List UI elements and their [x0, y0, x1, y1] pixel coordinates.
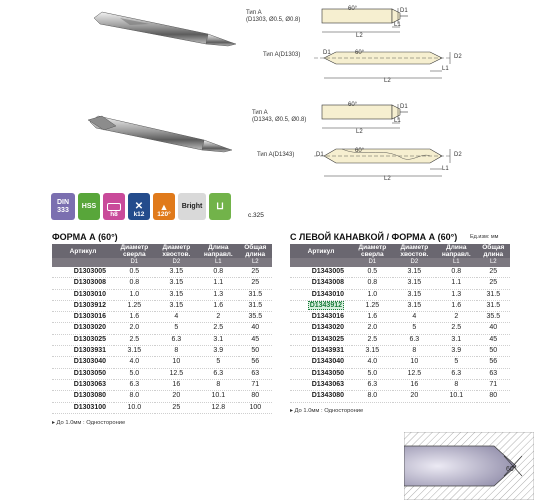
value-cell: 8.0: [114, 391, 155, 402]
value-cell: 2: [436, 312, 477, 323]
article-code[interactable]: D1343912: [309, 301, 342, 309]
h8-label: h8: [110, 211, 118, 218]
article-code: D1343008: [311, 279, 344, 287]
diagram-2-l1: L1: [442, 66, 449, 72]
diagram-1-l1: L1: [394, 22, 401, 28]
article-cell: [290, 289, 352, 300]
diagram-3-drawing: [318, 98, 428, 134]
diagram-1-l2: L2: [356, 33, 363, 39]
table-row: [52, 368, 272, 379]
sym-l1: L1: [436, 258, 477, 267]
value-cell: 5.0: [114, 368, 155, 379]
table-row: [52, 289, 272, 300]
col-shank-diameter: Диаметр хвостов.: [393, 244, 436, 258]
article-code: D1303100: [73, 403, 106, 411]
arrow-icon: ▸: [290, 408, 295, 414]
diagram-2-angle: 60°: [355, 50, 365, 56]
value-cell: 12.5: [393, 368, 436, 379]
point-angle-icon: ▲: [159, 201, 169, 212]
value-cell: 10.1: [436, 391, 477, 402]
col-overall-length: Общая длина: [239, 244, 272, 258]
value-cell: 80: [239, 391, 272, 402]
diagram-1-d1: D1: [400, 8, 408, 14]
article-code: D1303025: [73, 335, 106, 343]
article-code: D1343005: [311, 268, 344, 275]
value-cell: 25: [477, 278, 510, 289]
value-cell: 8: [393, 346, 436, 357]
value-cell: 1.1: [198, 278, 239, 289]
col-drill-diameter: Диаметр сверла: [114, 244, 155, 258]
value-cell: 6.3: [436, 368, 477, 379]
diagram-4-l1: L1: [442, 166, 449, 172]
article-code: D1303063: [73, 380, 106, 388]
value-cell: 10: [393, 357, 436, 368]
value-cell: 0.5: [114, 267, 155, 278]
value-cell: 35.5: [477, 312, 510, 323]
table-row: [52, 312, 272, 323]
article-code: D1303931: [73, 347, 106, 355]
article-code: D1303008: [73, 279, 106, 287]
value-cell: 3.1: [436, 334, 477, 345]
value-cell: 8: [155, 346, 198, 357]
table-row: [290, 323, 510, 334]
article-cell: [290, 379, 352, 390]
value-cell: 1.6: [436, 300, 477, 311]
diagram-2-drawing: [312, 38, 470, 84]
value-cell: 2.5: [436, 323, 477, 334]
table-row: [290, 334, 510, 345]
diagram-2-label: Тип А(D1303): [263, 52, 301, 58]
article-cell: [52, 368, 114, 379]
article-cell: [52, 300, 114, 311]
value-cell: 0.5: [352, 267, 393, 278]
value-cell: 16: [155, 379, 198, 390]
value-cell: 25: [239, 278, 272, 289]
article-cell: [52, 357, 114, 368]
center-hole-icon: ⊔: [216, 200, 224, 212]
diagram-1-label: [246, 10, 300, 24]
diagram-4-angle: 60°: [355, 148, 365, 154]
value-cell: 2.0: [114, 323, 155, 334]
col-article: Артикул: [52, 244, 114, 258]
value-cell: 10: [155, 357, 198, 368]
value-cell: 4.0: [352, 357, 393, 368]
diagram-3-l2: L2: [356, 129, 363, 135]
value-cell: 45: [239, 334, 272, 345]
right-table-title: С ЛЕВОЙ КАНАВКОЙ / ФОРМА А (60°): [290, 232, 458, 242]
sym-d2: D2: [155, 258, 198, 267]
value-cell: 31.5: [239, 300, 272, 311]
table-row: [290, 278, 510, 289]
value-cell: 16: [393, 379, 436, 390]
value-cell: 35.5: [239, 312, 272, 323]
article-cell: [290, 357, 352, 368]
right-footnote-text: До 1.0мм : Одностороние: [294, 408, 364, 414]
table-row: [290, 289, 510, 300]
drill-photo-2: [86, 112, 236, 156]
sym-d2: D2: [393, 258, 436, 267]
value-cell: 45: [477, 334, 510, 345]
table-row: [290, 312, 510, 323]
din-badge: [51, 193, 75, 220]
article-cell: [290, 323, 352, 334]
spec-badges: [51, 193, 231, 225]
countersink-angle: 60°: [506, 466, 517, 473]
drill-tip-icon: ✕: [134, 200, 144, 212]
value-cell: 12.5: [155, 368, 198, 379]
value-cell: 6.3: [155, 334, 198, 345]
value-cell: 25: [155, 402, 198, 413]
article-code: D1343050: [311, 369, 344, 377]
diagram-3-type: Тип А: [252, 110, 268, 116]
sym-l2: L2: [477, 258, 510, 267]
article-code: D1343080: [311, 392, 344, 400]
din-label: DIN 333: [56, 198, 70, 214]
diagram-4-d2: D2: [454, 152, 462, 158]
k12-badge: [128, 193, 150, 220]
diagram-1-angle: 60°: [348, 6, 358, 12]
hss-label: HSS: [81, 202, 97, 210]
bright-label: Bright: [181, 202, 203, 210]
value-cell: 40: [477, 323, 510, 334]
table-row: [52, 323, 272, 334]
article-code: D1303912: [73, 301, 106, 309]
value-cell: 3.15: [393, 278, 436, 289]
k12-label: k12: [133, 211, 145, 218]
article-cell: [52, 346, 114, 357]
value-cell: 5: [436, 357, 477, 368]
value-cell: 3.15: [155, 267, 198, 278]
article-cell: [290, 312, 352, 323]
value-cell: 4: [155, 312, 198, 323]
left-spec-table: [52, 244, 272, 414]
article-code: D1343010: [311, 290, 344, 298]
value-cell: 2.5: [114, 334, 155, 345]
article-cell: [52, 391, 114, 402]
bright-badge: [178, 193, 206, 220]
table-row: [52, 334, 272, 345]
value-cell: 10.0: [114, 402, 155, 413]
value-cell: 3.15: [352, 346, 393, 357]
value-cell: 20: [393, 391, 436, 402]
value-cell: 2.5: [352, 334, 393, 345]
units-note: Ед.изм: мм: [470, 234, 499, 240]
value-cell: 3.15: [393, 289, 436, 300]
diagram-2-d2: D2: [454, 54, 462, 60]
value-cell: 31.5: [477, 289, 510, 300]
diagram-3-label: [252, 110, 306, 124]
catalog-ref: c.325: [248, 212, 264, 219]
article-code: D1343020: [311, 324, 344, 332]
value-cell: 5: [198, 357, 239, 368]
article-cell: [290, 368, 352, 379]
value-cell: 6.3: [114, 379, 155, 390]
diagram-1-variants: (D1303, Ø0.5, Ø0.8): [246, 17, 301, 23]
col-drill-diameter: Диаметр сверла: [352, 244, 393, 258]
value-cell: 50: [477, 346, 510, 357]
table-row: [290, 346, 510, 357]
col-article: Артикул: [290, 244, 352, 258]
article-cell: [52, 278, 114, 289]
arrow-icon: ▸: [52, 420, 57, 426]
left-footnote-text: До 1.0мм : Одностороние: [56, 420, 126, 426]
value-cell: 25: [239, 267, 272, 278]
value-cell: 3.15: [155, 278, 198, 289]
value-cell: 1.3: [198, 289, 239, 300]
table-row: [52, 391, 272, 402]
article-cell: [52, 312, 114, 323]
article-cell: [290, 334, 352, 345]
table-row: [52, 357, 272, 368]
value-cell: 63: [477, 368, 510, 379]
article-cell: [290, 278, 352, 289]
article-code: D1303020: [73, 324, 106, 332]
diagram-3-angle: 60°: [348, 102, 358, 108]
value-cell: 1.6: [352, 312, 393, 323]
value-cell: 8: [198, 379, 239, 390]
value-cell: 3.15: [155, 300, 198, 311]
value-cell: 3.15: [114, 346, 155, 357]
sym-l2: L2: [239, 258, 272, 267]
article-code: D1343931: [311, 347, 344, 355]
table-row: [290, 391, 510, 402]
article-cell: [52, 289, 114, 300]
diagram-1-type: Тип А: [246, 10, 262, 16]
value-cell: 6.3: [352, 379, 393, 390]
value-cell: 100: [239, 402, 272, 413]
right-spec-table: [290, 244, 510, 403]
article-code: D1343025: [311, 335, 344, 343]
diagram-4-drawing: [312, 136, 470, 182]
diagram-3-d1: D1: [400, 104, 408, 110]
value-cell: 4.0: [114, 357, 155, 368]
table-row: [290, 357, 510, 368]
right-footnote: [290, 408, 363, 414]
col-shank-diameter: Диаметр хвостов.: [155, 244, 198, 258]
value-cell: 3.15: [393, 267, 436, 278]
value-cell: 31.5: [239, 289, 272, 300]
table-row: [290, 267, 510, 278]
value-cell: 1.3: [436, 289, 477, 300]
angle-badge: [153, 193, 175, 220]
diagram-4-d1: D1: [316, 152, 324, 158]
table-row: [52, 402, 272, 413]
article-cell: [290, 391, 352, 402]
article-cell: [52, 334, 114, 345]
value-cell: 12.8: [198, 402, 239, 413]
value-cell: 40: [239, 323, 272, 334]
value-cell: 0.8: [198, 267, 239, 278]
value-cell: 80: [477, 391, 510, 402]
col-pilot-length: Длина направл.: [198, 244, 239, 258]
angle-label: 120°: [157, 211, 171, 218]
diagram-4-label: Тип А(D1343): [257, 152, 295, 158]
value-cell: 71: [239, 379, 272, 390]
article-cell: [52, 323, 114, 334]
diagram-2-l2: L2: [384, 78, 391, 84]
article-code: D1303010: [73, 290, 106, 298]
value-cell: 20: [155, 391, 198, 402]
col-overall-length: Общая длина: [477, 244, 510, 258]
value-cell: 3.15: [393, 300, 436, 311]
hss-badge: [78, 193, 100, 220]
shank-icon: [107, 203, 121, 211]
value-cell: 50: [239, 346, 272, 357]
article-code: D1343063: [311, 380, 344, 388]
article-code: D1303005: [73, 268, 106, 275]
value-cell: 1.0: [114, 289, 155, 300]
value-cell: 5: [155, 323, 198, 334]
value-cell: 8: [436, 379, 477, 390]
value-cell: 6.3: [393, 334, 436, 345]
sym-d1: D1: [114, 258, 155, 267]
drill-photo-1: [90, 8, 240, 48]
value-cell: 5: [393, 323, 436, 334]
table-row: [52, 278, 272, 289]
article-cell: [52, 402, 114, 413]
table-row: [52, 300, 272, 311]
article-cell: [290, 300, 352, 311]
value-cell: 71: [477, 379, 510, 390]
value-cell: 1.6: [198, 300, 239, 311]
table-row: [290, 300, 510, 311]
value-cell: 8.0: [352, 391, 393, 402]
table-row: [52, 346, 272, 357]
article-cell: [52, 267, 114, 278]
col-pilot-length: Длина направл.: [436, 244, 477, 258]
value-cell: 1.0: [352, 289, 393, 300]
diagram-3-l1: L1: [394, 118, 401, 124]
article-cell: [290, 346, 352, 357]
value-cell: 3.9: [198, 346, 239, 357]
value-cell: 1.1: [436, 278, 477, 289]
value-cell: 5.0: [352, 368, 393, 379]
article-code: D1303016: [73, 313, 106, 321]
value-cell: 2.0: [352, 323, 393, 334]
diagram-2-d1: D1: [323, 50, 331, 56]
value-cell: 56: [239, 357, 272, 368]
h8-badge: [103, 193, 125, 220]
value-cell: 3.9: [436, 346, 477, 357]
value-cell: 1.6: [114, 312, 155, 323]
left-footnote: [52, 420, 125, 426]
value-cell: 25: [477, 267, 510, 278]
value-cell: 0.8: [352, 278, 393, 289]
value-cell: 6.3: [198, 368, 239, 379]
article-code: D1343016: [311, 313, 344, 321]
diagram-3-variants: (D1343, Ø0.5, Ø0.8): [252, 117, 307, 123]
left-table-title: ФОРМА А (60°): [52, 232, 118, 242]
value-cell: 0.8: [114, 278, 155, 289]
application-badge: [209, 193, 231, 220]
value-cell: 31.5: [477, 300, 510, 311]
sym-article: [290, 258, 352, 267]
value-cell: 56: [477, 357, 510, 368]
article-cell: [290, 267, 352, 278]
table-row: [52, 267, 272, 278]
value-cell: 3.1: [198, 334, 239, 345]
value-cell: 1.25: [352, 300, 393, 311]
sym-article: [52, 258, 114, 267]
table-row: [290, 379, 510, 390]
article-code: D1303080: [73, 392, 106, 400]
article-cell: [52, 379, 114, 390]
value-cell: 63: [239, 368, 272, 379]
value-cell: 2.5: [198, 323, 239, 334]
value-cell: 2: [198, 312, 239, 323]
sym-d1: D1: [352, 258, 393, 267]
article-code: D1303040: [73, 358, 106, 366]
sym-l1: L1: [198, 258, 239, 267]
diagram-1-drawing: [318, 2, 428, 38]
value-cell: 1.25: [114, 300, 155, 311]
article-code: D1303050: [73, 369, 106, 377]
diagram-4-l2: L2: [384, 176, 391, 182]
table-row: [290, 368, 510, 379]
value-cell: 3.15: [155, 289, 198, 300]
article-code: D1343040: [311, 358, 344, 366]
value-cell: 4: [393, 312, 436, 323]
table-row: [52, 379, 272, 390]
value-cell: 0.8: [436, 267, 477, 278]
value-cell: 10.1: [198, 391, 239, 402]
